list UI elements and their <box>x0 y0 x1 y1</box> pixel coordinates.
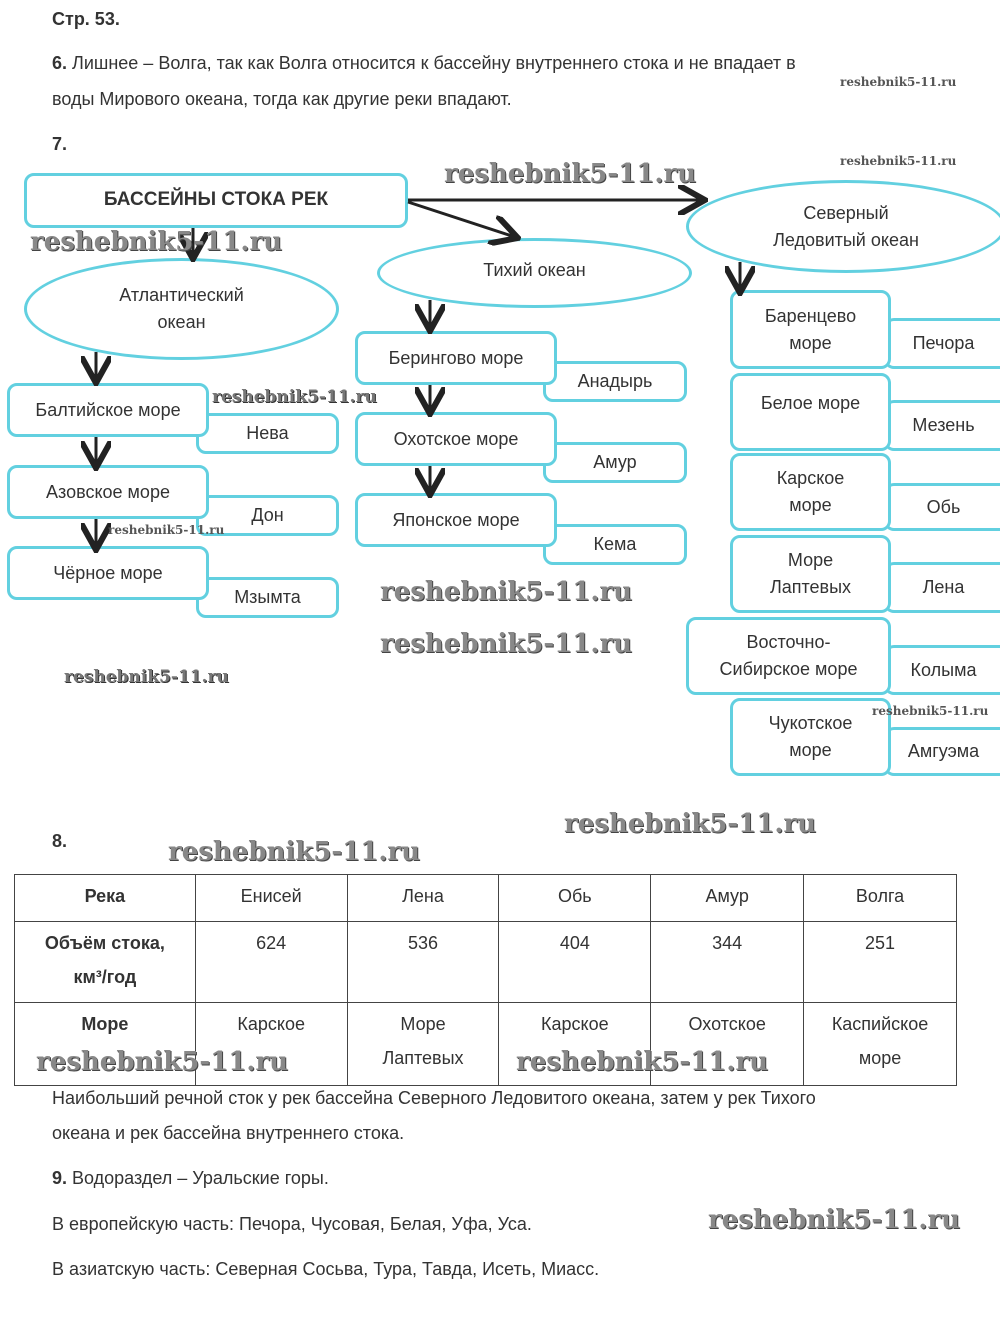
sea-white: Белое море <box>730 373 891 451</box>
river-pechora: Печора <box>884 318 1000 369</box>
table-row <box>15 1003 957 1086</box>
watermark: reshebnik5-11.ru <box>840 75 957 89</box>
table-header: Обь <box>499 875 651 922</box>
river-kolyma: Колыма <box>884 645 1000 695</box>
sea-bering: Берингово море <box>355 331 557 385</box>
table-cell: 344 <box>651 922 804 1003</box>
watermark: reshebnik5-11.ru <box>516 1047 769 1077</box>
table-cell: 536 <box>347 922 499 1003</box>
watermark: reshebnik5-11.ru <box>30 227 283 257</box>
answer-9-line3: В азиатскую часть: Северная Сосьва, Тура, Тавда, Исеть, Миасс. <box>52 1259 600 1279</box>
answer-6-line1: 6. Лишнее – Волга, так как Волга относится к бассейну внутреннего стока и не впадает в <box>52 53 796 73</box>
sea-okhotsk: Охотское море <box>355 412 557 466</box>
watermark: reshebnik5-11.ru <box>708 1205 961 1235</box>
diagram-title: БАССЕЙНЫ СТОКА РЕК <box>24 173 408 228</box>
watermark: reshebnik5-11.ru <box>380 577 633 607</box>
answer-9-line2: В европейскую часть: Печора, Чусовая, Белая, Уфа, Уса. <box>52 1214 532 1234</box>
answer-9-line1: 9. Водораздел – Уральские горы. <box>52 1168 329 1188</box>
watermark: reshebnik5-11.ru <box>380 629 633 659</box>
river-kema: Кема <box>543 524 687 565</box>
sea-east-siberian: Восточно- Сибирское море <box>686 617 891 695</box>
sea-black: Чёрное море <box>7 546 209 600</box>
table-header: Река <box>15 875 196 922</box>
sea-japan: Японское море <box>355 493 557 547</box>
table-cell: 251 <box>804 922 957 1003</box>
table-header: Волга <box>804 875 957 922</box>
watermark: reshebnik5-11.ru <box>840 154 957 168</box>
conclusion-line2: океана и рек бассейна внутреннего стока. <box>52 1123 405 1143</box>
sea-chukchi: Чукотское море <box>730 698 891 776</box>
ocean-pacific: Тихий океан <box>377 238 692 308</box>
table-header: Амур <box>651 875 804 922</box>
river-ob: Обь <box>884 483 1000 531</box>
sea-laptev: Море Лаптевых <box>730 535 891 613</box>
sea-baltic: Балтийское море <box>7 383 209 437</box>
river-mezen: Мезень <box>884 400 1000 451</box>
ocean-arctic: Северный Ледовитый океан <box>686 180 1000 273</box>
table-header: Лена <box>347 875 499 922</box>
river-anadyr: Анадырь <box>543 361 687 402</box>
table-cell: Охотское <box>651 1003 804 1086</box>
watermark: reshebnik5-11.ru <box>444 159 697 189</box>
table-cell: Море Лаптевых <box>347 1003 499 1086</box>
table-cell: Море <box>15 1003 196 1086</box>
table-cell: Каспийское море <box>804 1003 957 1086</box>
table-cell: Карское <box>195 1003 347 1086</box>
table-cell: 404 <box>499 922 651 1003</box>
table-row <box>15 875 957 922</box>
river-neva: Нева <box>196 413 339 454</box>
watermark: reshebnik5-11.ru <box>36 1047 289 1077</box>
table-cell: Карское <box>499 1003 651 1086</box>
answer-6-line2: воды Мирового океана, тогда как другие реки впадают. <box>52 89 512 109</box>
river-don: Дон <box>196 495 339 536</box>
watermark: reshebnik5-11.ru <box>872 704 989 718</box>
question-7-number: 7. <box>52 134 68 154</box>
conclusion-line1: Наибольший речной сток у рек бассейна Северного Ледовитого океана, затем у рек Тихого <box>52 1088 816 1108</box>
river-amguema: Амгуэма <box>884 727 1000 776</box>
table-cell: 624 <box>195 922 347 1003</box>
river-mzymta: Мзымта <box>196 577 339 618</box>
sea-kara: Карское море <box>730 453 891 531</box>
sea-barents: Баренцево море <box>730 290 891 369</box>
watermark: reshebnik5-11.ru <box>108 523 225 537</box>
rivers-table <box>14 874 957 1086</box>
page-number: Стр. 53. <box>52 9 120 29</box>
watermark: reshebnik5-11.ru <box>64 667 229 687</box>
watermark: reshebnik5-11.ru <box>168 837 421 867</box>
table-cell: Объём стока, км³/год <box>15 922 196 1003</box>
river-amur: Амур <box>543 442 687 483</box>
sea-azov: Азовское море <box>7 465 209 519</box>
watermark: reshebnik5-11.ru <box>564 809 817 839</box>
ocean-atlantic: Атлантический океан <box>24 258 339 360</box>
table-header: Енисей <box>195 875 347 922</box>
question-8-number: 8. <box>52 831 68 851</box>
table-row <box>15 922 957 1003</box>
watermark: reshebnik5-11.ru <box>212 387 377 407</box>
river-lena: Лена <box>884 562 1000 613</box>
